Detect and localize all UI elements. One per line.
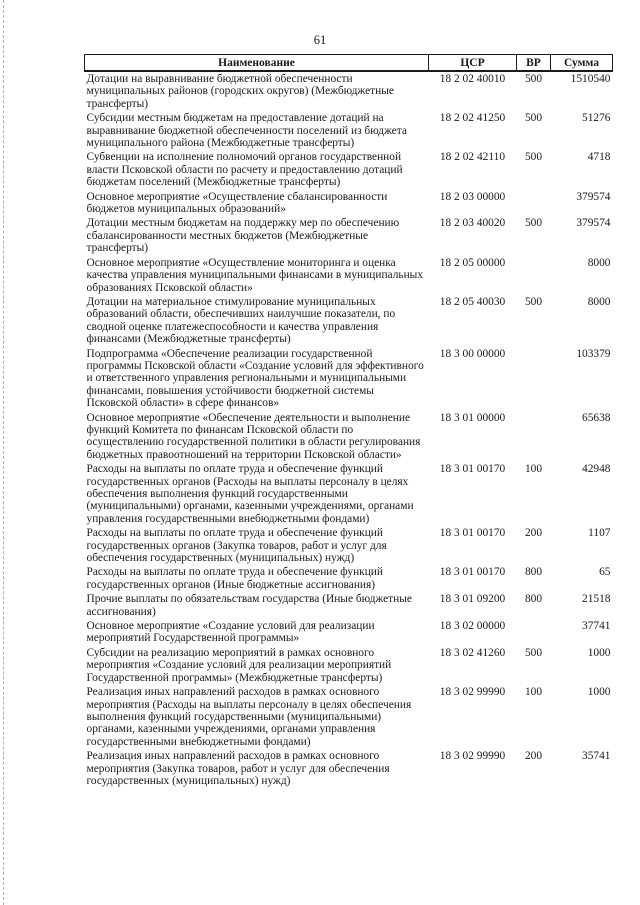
table-row xyxy=(85,526,613,565)
row-name: Расходы на выплаты по оплате труда и обеспечение функций государственных органов (Расходы на выплаты персоналу в целях обеспечения выполнения функций государственными (муниципальными) органами, казенными учреждениями, органами управления государственными внебюджетными фондами) xyxy=(86,463,414,525)
row-csr: 18 3 01 00170 xyxy=(439,566,506,579)
row-vr: 500 xyxy=(524,217,543,230)
row-vr: 200 xyxy=(524,750,543,763)
row-sum: 1510540 xyxy=(570,73,611,85)
row-name: Субсидии местным бюджетам на предоставление дотаций на выравнивание бюджетной обеспеченности поселений из бюджета муниципального района (Межбюджетные трансферты) xyxy=(86,112,407,150)
header-sum: Сумма xyxy=(551,55,613,72)
row-name: Расходы на выплаты по оплате труда и обеспечение функций государственных органов (Закупка товаров, работ и услуг для обеспечения государственных (муниципальных) нужд) xyxy=(86,527,387,565)
row-sum: 379574 xyxy=(576,190,611,203)
row-name: Дотации на выравнивание бюджетной обеспеченности муниципальных районов (городских округов) (Межбюджетные трансферты) xyxy=(86,73,394,110)
row-csr: 18 3 00 00000 xyxy=(439,347,506,360)
row-name: Расходы на выплаты по оплате труда и обеспечение функций государственных органов (Иные бюджетные ассигнования) xyxy=(86,566,383,591)
row-sum: 1000 xyxy=(587,686,611,699)
header-name: Наименование xyxy=(85,55,429,72)
table-row xyxy=(85,462,613,526)
row-vr: 200 xyxy=(524,527,543,540)
table-row xyxy=(85,190,613,217)
row-name: Реализация иных направлений расходов в рамках основного мероприятия (Расходы на выплаты персоналу в целях обеспечения выполнения функций государственными (муниципальными) органами, казенными учреждениями, органами управления государственными внебюджетными фондами) xyxy=(86,686,412,748)
row-name: Основное мероприятие «Осуществление сбалансированности бюджетов муниципальных образований» xyxy=(86,190,388,216)
row-vr xyxy=(517,256,551,295)
row-name: Основное мероприятие «Осуществление мониторинга и оценка качества управления муниципальными финансами в муниципальных образованиях Псковской области» xyxy=(86,256,424,294)
row-sum: 42948 xyxy=(582,463,611,476)
table-row xyxy=(85,619,613,646)
table-row xyxy=(85,295,613,347)
header-csr: ЦСР xyxy=(429,55,517,72)
row-sum: 103379 xyxy=(576,347,611,360)
row-csr: 18 3 02 41260 xyxy=(439,646,506,659)
row-vr: 500 xyxy=(524,112,543,125)
table-row xyxy=(85,111,613,150)
row-csr: 18 2 02 41250 xyxy=(439,112,506,125)
row-name: Прочие выплаты по обязательствам государства (Иные бюджетные ассигнования) xyxy=(86,593,412,618)
row-sum: 379574 xyxy=(576,217,611,230)
row-csr: 18 2 05 40030 xyxy=(439,295,506,308)
row-csr: 18 3 02 99990 xyxy=(439,750,506,763)
row-sum: 4718 xyxy=(587,151,611,164)
row-csr: 18 2 03 00000 xyxy=(439,190,506,203)
row-sum: 65638 xyxy=(582,411,611,424)
row-vr xyxy=(517,411,551,463)
row-name: Субвенции на исполнение полномочий органов государственной власти Псковской области по расчету и предоставлению дотаций бюджетам поселений (Межбюджетные трансферты) xyxy=(86,151,403,189)
row-name: Реализация иных направлений расходов в рамках основного мероприятия (Закупка товаров, работ и услуг для обеспечения государственных (муниципальных) нужд) xyxy=(86,750,390,787)
row-name: Субсидии на реализацию мероприятий в рамках основного мероприятия «Создание условий для реализации мероприятий Государственной программы» (Межбюджетные трансферты) xyxy=(86,646,392,684)
row-name: Подпрограмма «Обеспечение реализации государственной программы Псковской области «Создание условий для эффективного и ответственного управления региональными и муниципальными финансами, повышения устойчивости бюджетной системы Псковской области» в сфере финансов» xyxy=(86,347,424,410)
row-csr: 18 3 02 00000 xyxy=(439,620,506,633)
table-row xyxy=(85,592,613,619)
row-sum: 35741 xyxy=(582,750,611,763)
budget-table xyxy=(84,54,613,788)
table-row xyxy=(85,150,613,189)
table-row xyxy=(85,411,613,463)
row-vr: 500 xyxy=(524,73,543,85)
row-vr: 100 xyxy=(524,686,543,699)
scan-edge-line xyxy=(3,0,5,905)
row-vr: 500 xyxy=(524,646,543,659)
row-csr: 18 3 01 00000 xyxy=(439,411,506,424)
row-csr: 18 2 05 00000 xyxy=(439,256,506,269)
row-csr: 18 2 03 40020 xyxy=(439,217,506,230)
table-row xyxy=(85,685,613,749)
row-name: Основное мероприятие «Создание условий для реализации мероприятий Государственной программы» xyxy=(86,620,375,645)
row-sum: 1000 xyxy=(587,646,611,659)
row-vr xyxy=(517,619,551,646)
row-vr xyxy=(517,347,551,411)
page-number: 61 xyxy=(313,33,327,47)
row-vr: 100 xyxy=(524,463,543,476)
row-vr xyxy=(517,190,551,217)
table-row xyxy=(85,749,613,788)
table-row xyxy=(85,565,613,592)
header-vr: ВР xyxy=(517,55,551,72)
row-name: Дотации на материальное стимулирование муниципальных образований области, обеспечивших наилучшие показатели, по сводной оценке платежеспособности и качества управления финансами (Межбюджетные трансферты) xyxy=(86,295,396,346)
row-sum: 21518 xyxy=(582,593,611,606)
row-sum: 8000 xyxy=(587,295,611,308)
row-name: Дотации местным бюджетам на поддержку мер по обеспечению сбалансированности местных бюджетов (Межбюджетные трансферты) xyxy=(86,217,400,255)
row-name: Основное мероприятие «Обеспечение деятельности и выполнение функций Комитета по финансам Псковской области по осуществлению государственной политики в области регулирования бюджетных правоотношений на территории Псковской области» xyxy=(86,411,421,461)
table-row xyxy=(85,71,613,111)
row-csr: 18 3 01 00170 xyxy=(439,463,506,476)
row-vr: 800 xyxy=(524,593,543,606)
row-sum: 37741 xyxy=(582,620,611,633)
row-sum: 65 xyxy=(599,566,611,579)
row-csr: 18 3 02 99990 xyxy=(439,686,506,699)
row-sum: 51276 xyxy=(582,112,611,125)
table-row xyxy=(85,216,613,255)
table-row xyxy=(85,646,613,685)
table-row xyxy=(85,256,613,295)
table-row xyxy=(85,347,613,411)
row-sum: 8000 xyxy=(587,256,611,269)
row-csr: 18 2 02 42110 xyxy=(439,151,506,164)
row-vr: 800 xyxy=(524,566,543,579)
row-csr: 18 3 01 09200 xyxy=(439,593,506,606)
row-vr: 500 xyxy=(524,151,543,164)
table-header-row xyxy=(85,55,613,72)
row-csr: 18 3 01 00170 xyxy=(439,527,506,540)
row-csr: 18 2 02 40010 xyxy=(439,73,506,85)
row-sum: 1107 xyxy=(588,527,611,540)
row-vr: 500 xyxy=(524,295,543,308)
